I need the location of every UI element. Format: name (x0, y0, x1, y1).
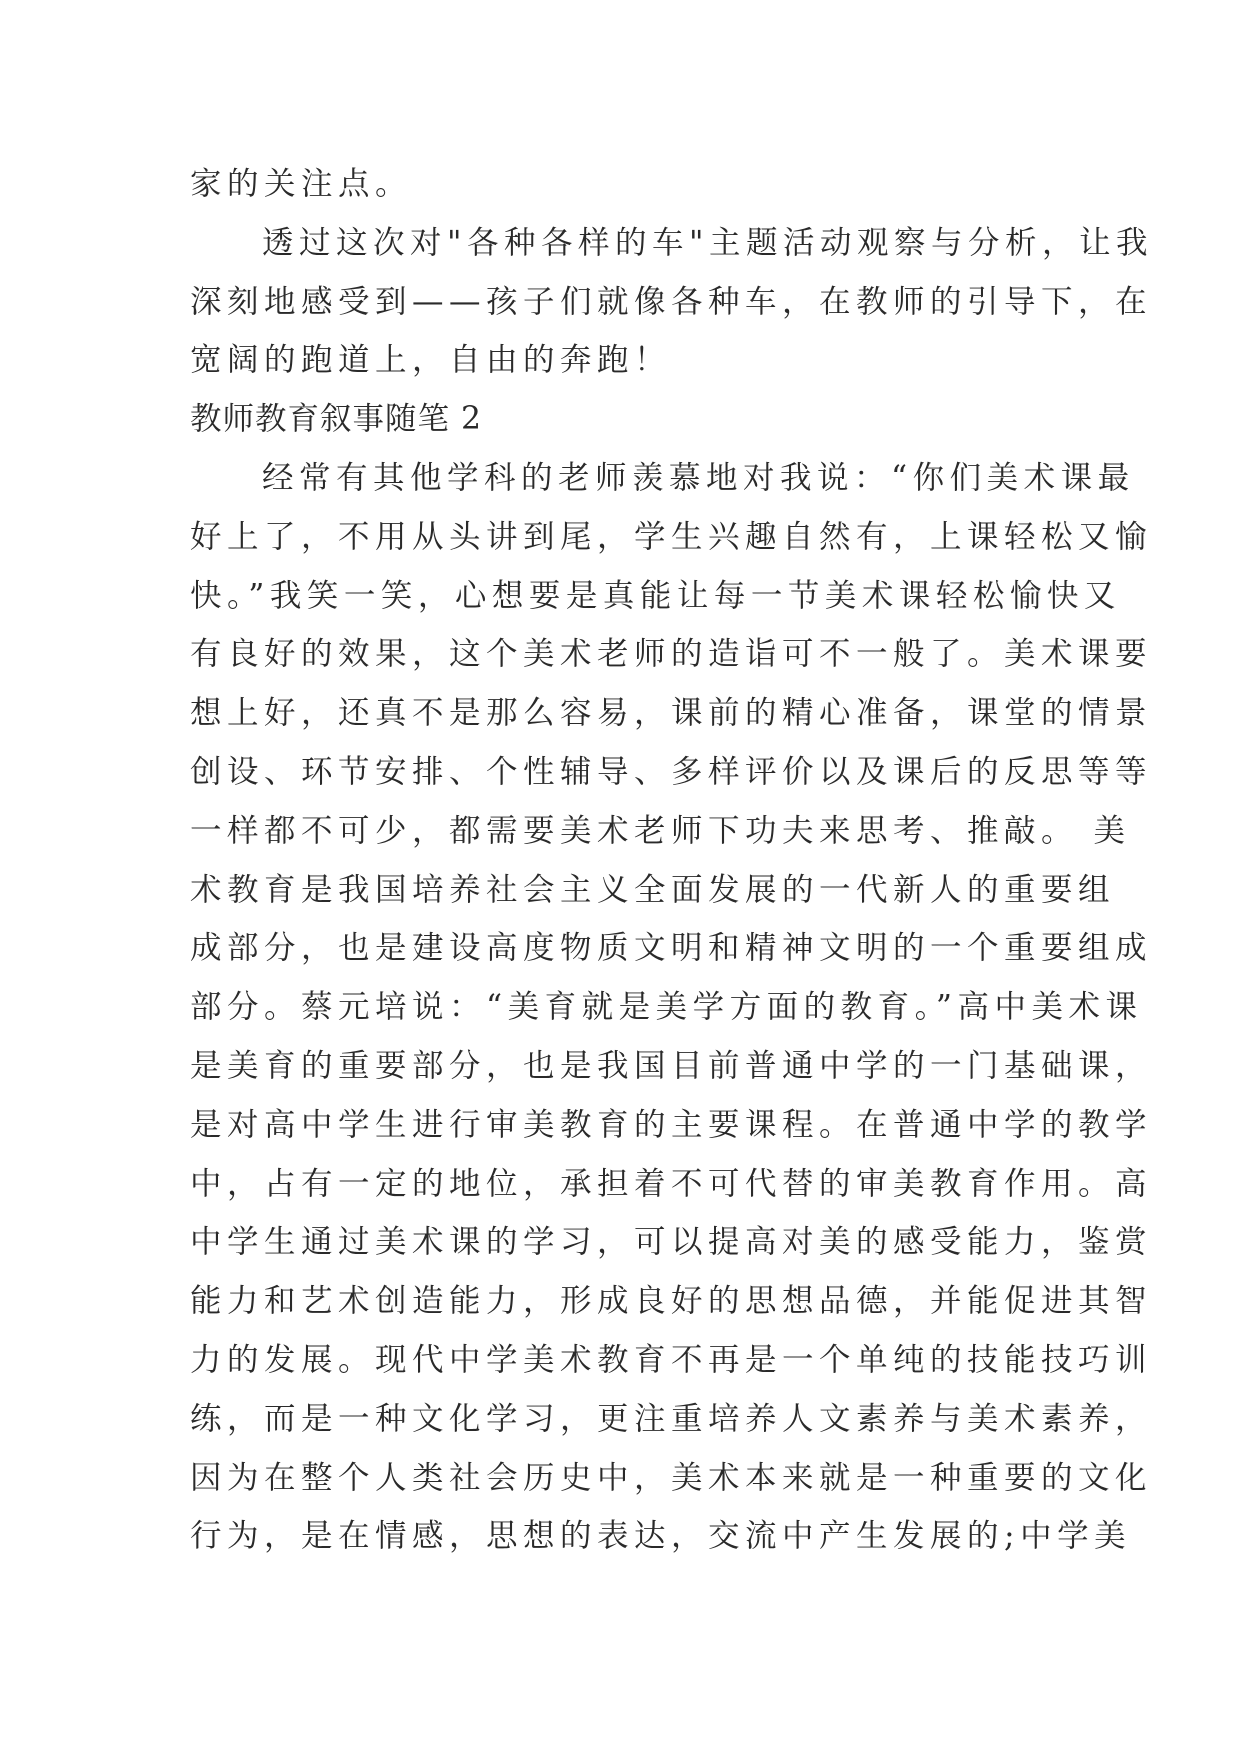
text-line: 练，而是一种文化学习，更注重培养人文素养与美术素养， (190, 1400, 1153, 1437)
text-line: 中学生通过美术课的学习，可以提高对美的感受能力，鉴赏 (190, 1224, 1153, 1261)
text-line: 因为在整个人类社会历史中，美术本来就是一种重要的文化 (190, 1459, 1153, 1496)
text-line: 想上好，还真不是那么容易，课前的精心准备，课堂的情景 (190, 695, 1153, 732)
text-line: 行为，是在情感，思想的表达，交流中产生发展的;中学美 (190, 1518, 1132, 1555)
body-text (190, 155, 1153, 1566)
text-line: 成部分，也是建设高度物质文明和精神文明的一个重要组成 (190, 930, 1153, 967)
text-line: 是美育的重要部分，也是我国目前普通中学的一门基础课， (190, 1047, 1153, 1084)
text-line: 创设、环节安排、个性辅导、多样评价以及课后的反思等等 (190, 753, 1153, 790)
paragraph-first-line: 透过这次对"各种各样的车"主题活动观察与分析，让我 (262, 224, 1153, 261)
text-line: 快。”我笑一笑，心想要是真能让每一节美术课轻松愉快又 (190, 577, 1121, 614)
text-line: 好上了，不用从头讲到尾，学生兴趣自然有，上课轻松又愉 (190, 518, 1153, 555)
text-line: 术教育是我国培养社会主义全面发展的一代新人的重要组 (190, 871, 1116, 908)
text-line: 部分。蔡元培说：“美育就是美学方面的教育。”高中美术课 (190, 989, 1143, 1026)
text-line: 深刻地感受到——孩子们就像各种车，在教师的引导下，在 (190, 283, 1153, 320)
text-line: 家的关注点。 (190, 166, 413, 202)
text-line: 中，占有一定的地位，承担着不可代替的审美教育作用。高 (190, 1165, 1153, 1202)
text-line: 有良好的效果，这个美术老师的造诣可不一般了。美术课要 (190, 636, 1153, 673)
text-line: 力的发展。现代中学美术教育不再是一个单纯的技能技巧训 (190, 1341, 1153, 1378)
text-line: 宽阔的跑道上，自由的奔跑！ (190, 342, 672, 379)
text-line: 一样都不可少，都需要美术老师下功夫来思考、推敲。 美 (190, 812, 1131, 849)
text-line: 能力和艺术创造能力，形成良好的思想品德，并能促进其智 (190, 1283, 1153, 1320)
section-heading: 教师教育叙事随笔 2 (190, 401, 483, 438)
paragraph-first-line: 经常有其他学科的老师羡慕地对我说：“你们美术课最 (262, 459, 1135, 496)
text-line: 是对高中学生进行审美教育的主要课程。在普通中学的教学 (190, 1106, 1153, 1143)
